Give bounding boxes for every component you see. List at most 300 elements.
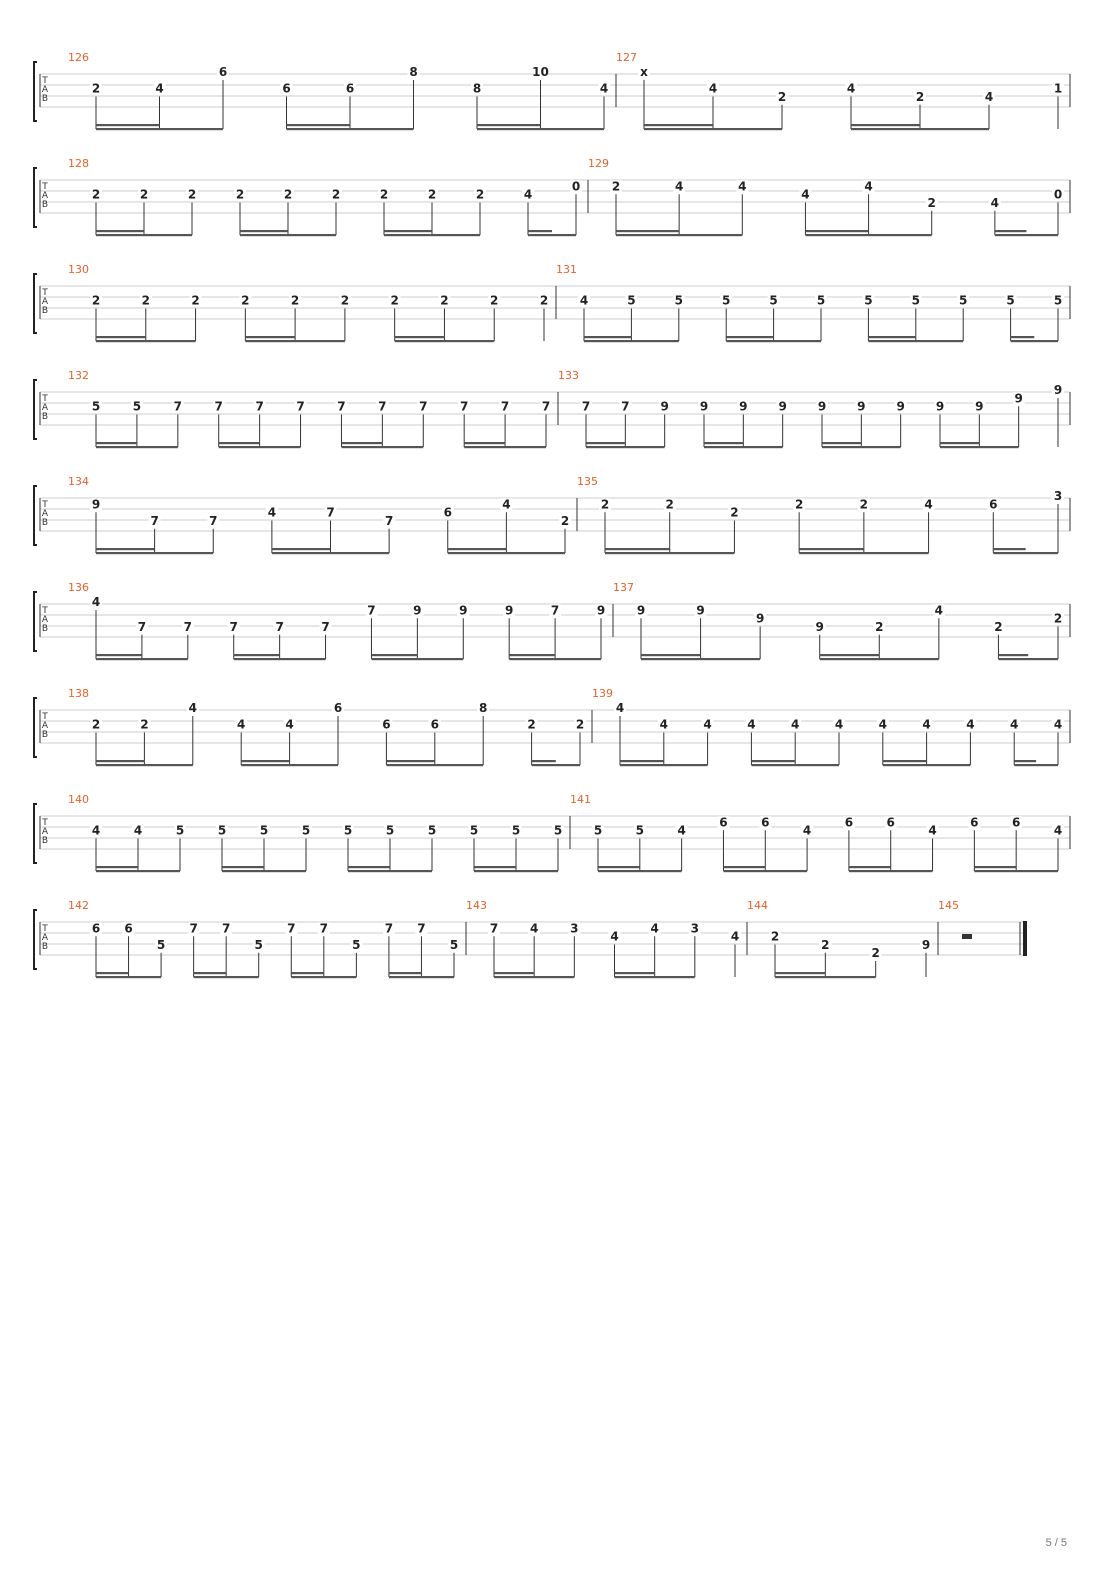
- note-beam-secondary: [940, 442, 979, 444]
- fret-number: 2: [91, 293, 101, 308]
- note-beam: [993, 552, 1058, 554]
- fret-number: 1: [1053, 81, 1063, 96]
- fret-number: 2: [927, 195, 936, 210]
- fret-number: 2: [235, 187, 245, 202]
- note-beam-secondary: [822, 442, 861, 444]
- fret-number: 4: [285, 717, 294, 732]
- note-beam: [371, 658, 463, 660]
- note-beam-secondary: [805, 230, 868, 232]
- tab-clef-letter: A: [41, 403, 49, 413]
- fret-number: 3: [1053, 489, 1063, 503]
- fret-number: 7: [209, 513, 218, 528]
- note-beam: [528, 234, 576, 236]
- fret-number: 4: [834, 717, 844, 732]
- final-barline-thick: [1023, 921, 1027, 956]
- fret-number: 2: [994, 619, 1003, 634]
- measure-number: 140: [68, 793, 89, 806]
- fret-number: 2: [875, 619, 884, 634]
- fret-number: 2: [611, 179, 621, 194]
- note-beam-secondary: [219, 442, 260, 444]
- note-beam: [234, 658, 326, 660]
- fret-number: 9: [817, 399, 827, 414]
- note-beam-secondary: [287, 124, 351, 126]
- note-beam: [532, 764, 580, 766]
- note-beam: [194, 976, 259, 978]
- note-beam: [868, 340, 963, 342]
- fret-number: 2: [139, 187, 149, 202]
- measure-number: 138: [68, 687, 89, 700]
- note-beam-secondary: [775, 972, 825, 974]
- fret-number: 4: [502, 497, 511, 512]
- fret-number: 5: [343, 823, 353, 838]
- fret-number: 6: [333, 701, 343, 715]
- measure-number: 142: [68, 899, 89, 912]
- note-beam: [241, 764, 338, 766]
- note-beam: [723, 870, 807, 872]
- note-beam-secondary: [194, 972, 227, 974]
- note-beam-secondary: [395, 336, 445, 338]
- note-beam: [96, 446, 178, 448]
- note-beam: [389, 976, 454, 978]
- fret-number: 9: [921, 937, 931, 952]
- system-bracket: [34, 380, 37, 439]
- tab-clef-letter: B: [41, 624, 49, 634]
- tab-clef-letter: B: [41, 730, 49, 740]
- note-beam: [494, 976, 574, 978]
- note-beam: [96, 552, 213, 554]
- note-beam: [96, 128, 223, 130]
- measure-number: 143: [466, 899, 487, 912]
- fret-number: 2: [340, 293, 350, 308]
- fret-number: 7: [150, 513, 159, 528]
- fret-number: 4: [791, 717, 800, 732]
- note-beam-secondary: [371, 654, 417, 656]
- note-beam: [586, 446, 665, 448]
- note-beam-secondary: [448, 548, 507, 550]
- fret-number: 5: [132, 399, 142, 414]
- note-beam-secondary: [348, 866, 390, 868]
- tab-clef-letter: A: [41, 827, 49, 837]
- note-beam: [615, 976, 695, 978]
- fret-number: 6: [989, 497, 998, 512]
- fret-number: 4: [155, 81, 164, 96]
- fret-number: 2: [283, 187, 293, 202]
- note-beam-secondary: [726, 336, 773, 338]
- measure-number: 136: [68, 581, 89, 594]
- fret-number: 4: [523, 187, 533, 202]
- note-beam: [644, 128, 782, 130]
- note-beam: [96, 234, 192, 236]
- note-beam-secondary: [272, 548, 331, 550]
- tab-clef-letter: A: [41, 191, 49, 201]
- fret-number: 2: [665, 497, 674, 512]
- fret-number: 5: [864, 293, 873, 308]
- note-beam: [726, 340, 821, 342]
- fret-number: 7: [378, 399, 387, 414]
- fret-number: 2: [440, 293, 449, 308]
- fret-number: 4: [703, 717, 712, 732]
- fret-number: 9: [699, 399, 709, 414]
- fret-number: 6: [761, 815, 770, 830]
- fret-number: 4: [677, 823, 686, 838]
- fret-number: 6: [382, 717, 391, 732]
- fret-number: 4: [659, 717, 668, 732]
- fret-number: 0: [571, 179, 581, 194]
- fret-number: 10: [532, 65, 549, 79]
- note-beam-secondary: [96, 442, 137, 444]
- fret-number: x: [640, 65, 648, 79]
- fret-number: 5: [175, 823, 185, 838]
- tab-clef-letter: A: [41, 721, 49, 731]
- fret-number: 6: [719, 815, 728, 830]
- tab-clef-letter: A: [41, 509, 49, 519]
- fret-number: 2: [475, 187, 485, 202]
- fret-number: 5: [301, 823, 311, 838]
- note-beam: [605, 552, 734, 554]
- fret-number: 4: [267, 505, 277, 520]
- tab-clef-letter: B: [41, 942, 49, 952]
- fret-number: 4: [738, 179, 747, 194]
- fret-number: 4: [708, 81, 718, 96]
- page-number: 5 / 5: [1045, 1537, 1067, 1549]
- fret-number: 2: [600, 497, 610, 512]
- fret-number: 2: [187, 187, 197, 202]
- fret-number: 2: [1053, 611, 1063, 626]
- system-bracket: [34, 698, 37, 757]
- fret-number: 2: [539, 293, 549, 308]
- tab-clef-letter: B: [41, 200, 49, 210]
- fret-number: 6: [124, 921, 133, 936]
- tab-clef-letter: B: [41, 412, 49, 422]
- fret-number: 4: [1053, 823, 1063, 838]
- note-beam: [395, 340, 495, 342]
- fret-number: 7: [255, 399, 264, 414]
- fret-number: 7: [183, 619, 192, 634]
- fret-number: 6: [844, 815, 854, 830]
- system-bracket: [34, 62, 37, 121]
- note-beam-secondary: [644, 124, 713, 126]
- fret-number: 4: [922, 717, 931, 732]
- note-beam: [464, 446, 546, 448]
- fret-number: 4: [615, 701, 625, 715]
- fret-number: 7: [621, 399, 630, 414]
- fret-number: 6: [886, 815, 895, 830]
- fret-number: 4: [1053, 717, 1063, 732]
- fret-number: 4: [91, 595, 101, 609]
- note-beam: [1011, 340, 1058, 342]
- note-beam: [245, 340, 345, 342]
- tab-clef-letter: T: [42, 606, 48, 616]
- measure-number: 137: [613, 581, 634, 594]
- fret-number: 2: [379, 187, 389, 202]
- note-beam-secondary: [234, 654, 280, 656]
- fret-number: 4: [878, 717, 887, 732]
- note-beam-secondary: [464, 442, 505, 444]
- fret-number: 2: [140, 717, 149, 732]
- system-bracket: [34, 168, 37, 227]
- fret-number: 2: [527, 717, 536, 732]
- note-beam-secondary: [605, 548, 670, 550]
- note-beam-secondary: [868, 336, 915, 338]
- fret-number: 2: [821, 937, 830, 952]
- fret-number: 5: [449, 937, 459, 952]
- note-beam-secondary: [222, 866, 264, 868]
- note-beam-secondary: [240, 230, 288, 232]
- system-bracket: [34, 804, 37, 863]
- fret-number: 9: [91, 497, 101, 512]
- tab-clef-letter: T: [42, 182, 48, 192]
- note-beam: [805, 234, 931, 236]
- note-beam-secondary: [704, 442, 743, 444]
- note-beam-secondary: [993, 548, 1025, 550]
- note-beam-secondary: [615, 972, 655, 974]
- note-beam: [820, 658, 939, 660]
- fret-number: 9: [660, 399, 669, 414]
- fret-number: 2: [390, 293, 399, 308]
- fret-number: 5: [427, 823, 437, 838]
- fret-number: 4: [984, 89, 994, 104]
- note-beam: [272, 552, 389, 554]
- note-beam-secondary: [241, 760, 289, 762]
- note-beam: [341, 446, 423, 448]
- fret-number: 9: [696, 603, 705, 618]
- fret-number: 4: [599, 81, 609, 96]
- fret-number: 4: [990, 195, 1000, 210]
- fret-number: 0: [1053, 187, 1063, 202]
- fret-number: 4: [529, 921, 539, 936]
- note-beam: [448, 552, 565, 554]
- note-beam-secondary: [96, 972, 129, 974]
- fret-number: 4: [747, 717, 756, 732]
- tab-clef-letter: T: [42, 924, 48, 934]
- note-beam: [822, 446, 901, 448]
- fret-number: 5: [1053, 293, 1063, 308]
- fret-number: 5: [911, 293, 920, 308]
- note-beam: [384, 234, 480, 236]
- measure-number: 126: [68, 51, 89, 64]
- note-beam-secondary: [96, 866, 138, 868]
- fret-number: 6: [970, 815, 979, 830]
- fret-number: 7: [319, 921, 328, 936]
- measure-number: 128: [68, 157, 89, 170]
- note-beam: [1014, 764, 1058, 766]
- fret-number: 5: [156, 937, 166, 952]
- fret-number: 2: [490, 293, 499, 308]
- note-beam: [751, 764, 839, 766]
- note-beam-secondary: [341, 442, 382, 444]
- fret-number: 6: [443, 505, 452, 520]
- note-beam: [240, 234, 336, 236]
- fret-number: 4: [730, 929, 740, 944]
- fret-number: 7: [337, 399, 346, 414]
- tab-clef-letter: T: [42, 500, 48, 510]
- tab-clef-letter: B: [41, 94, 49, 104]
- fret-number: 5: [469, 823, 479, 838]
- fret-number: 2: [859, 497, 869, 512]
- note-beam-secondary: [291, 972, 324, 974]
- note-beam-secondary: [96, 654, 142, 656]
- fret-number: 4: [864, 179, 873, 194]
- note-beam: [219, 446, 301, 448]
- note-beam-secondary: [96, 760, 144, 762]
- fret-number: 7: [321, 619, 330, 634]
- note-beam-secondary: [494, 972, 534, 974]
- fret-number: 4: [966, 717, 975, 732]
- note-beam: [704, 446, 783, 448]
- fret-number: 9: [935, 399, 945, 414]
- measure-number: 132: [68, 369, 89, 382]
- fret-number: 4: [237, 717, 246, 732]
- fret-number: 9: [413, 603, 422, 618]
- note-beam: [386, 764, 483, 766]
- note-beam-secondary: [96, 124, 160, 126]
- system-bracket: [34, 274, 37, 333]
- fret-number: 7: [550, 603, 560, 618]
- fret-number: 5: [91, 399, 101, 414]
- fret-number: 2: [794, 497, 804, 512]
- tab-clef-letter: A: [41, 933, 49, 943]
- note-beam: [509, 658, 601, 660]
- note-beam-secondary: [616, 230, 679, 232]
- note-beam: [616, 234, 742, 236]
- fret-number: 7: [489, 921, 499, 936]
- note-beam-secondary: [386, 760, 434, 762]
- system-bracket: [34, 486, 37, 545]
- fret-number: 4: [1010, 717, 1019, 732]
- fret-number: 2: [91, 81, 101, 96]
- fret-number: 7: [229, 619, 238, 634]
- fret-number: 6: [1012, 815, 1021, 830]
- note-beam: [287, 128, 414, 130]
- note-beam: [851, 128, 989, 130]
- fret-number: 4: [91, 823, 101, 838]
- fret-number: 9: [596, 603, 606, 618]
- fret-number: 9: [755, 611, 765, 626]
- fret-number: 6: [282, 81, 291, 96]
- note-beam-secondary: [851, 124, 920, 126]
- fret-number: 5: [254, 937, 263, 952]
- fret-number: 5: [553, 823, 563, 838]
- note-beam: [995, 234, 1058, 236]
- note-beam-secondary: [998, 654, 1028, 656]
- fret-number: 4: [846, 81, 856, 96]
- note-beam: [222, 870, 306, 872]
- note-beam-secondary: [477, 124, 541, 126]
- fret-number: 6: [430, 717, 439, 732]
- fret-number: 4: [188, 701, 197, 715]
- fret-number: 7: [189, 921, 198, 936]
- note-beam-secondary: [509, 654, 555, 656]
- fret-number: 7: [419, 399, 428, 414]
- fret-number: 4: [674, 179, 684, 194]
- fret-number: 2: [575, 717, 585, 732]
- system-bracket: [34, 592, 37, 651]
- tab-clef-letter: T: [42, 288, 48, 298]
- note-beam-secondary: [799, 548, 864, 550]
- note-beam: [940, 446, 1019, 448]
- fret-number: 7: [500, 399, 510, 414]
- fret-number: 2: [191, 293, 200, 308]
- fret-number: 7: [287, 921, 296, 936]
- note-beam: [998, 658, 1058, 660]
- fret-number: 9: [636, 603, 646, 618]
- fret-number: 4: [924, 497, 933, 512]
- fret-number: 9: [739, 399, 748, 414]
- measure-number: 127: [616, 51, 637, 64]
- note-beam: [775, 976, 876, 978]
- fret-number: 5: [259, 823, 269, 838]
- tab-clef-letter: T: [42, 712, 48, 722]
- note-beam-secondary: [96, 230, 144, 232]
- fret-number: 8: [409, 65, 418, 79]
- tab-clef-letter: B: [41, 306, 49, 316]
- measure-number: 133: [558, 369, 579, 382]
- note-beam-secondary: [586, 442, 625, 444]
- fret-number: 5: [511, 823, 521, 838]
- fret-number: 7: [275, 619, 284, 634]
- note-beam: [584, 340, 679, 342]
- fret-number: 4: [801, 187, 810, 202]
- measure-number: 129: [588, 157, 609, 170]
- note-beam: [641, 658, 760, 660]
- fret-number: 9: [975, 399, 984, 414]
- fret-number: 9: [505, 603, 514, 618]
- note-beam-secondary: [389, 972, 422, 974]
- note-beam-secondary: [751, 760, 795, 762]
- note-beam-secondary: [641, 654, 701, 656]
- note-beam: [96, 764, 193, 766]
- note-beam: [883, 764, 971, 766]
- note-beam-secondary: [883, 760, 927, 762]
- note-beam: [799, 552, 928, 554]
- note-beam: [474, 870, 558, 872]
- fret-number: 9: [1014, 391, 1023, 406]
- fret-number: 2: [91, 187, 101, 202]
- fret-number: 5: [816, 293, 826, 308]
- fret-number: 2: [427, 187, 437, 202]
- note-beam-secondary: [528, 230, 552, 232]
- fret-number: 6: [91, 921, 101, 936]
- fret-number: 2: [241, 293, 250, 308]
- note-beam-secondary: [995, 230, 1027, 232]
- fret-number: 7: [296, 399, 305, 414]
- note-beam: [598, 870, 682, 872]
- fret-number: 4: [934, 603, 944, 618]
- fret-number: 4: [650, 921, 659, 936]
- fret-number: 7: [460, 399, 469, 414]
- fret-number: 5: [959, 293, 968, 308]
- note-beam-secondary: [96, 548, 155, 550]
- fret-number: 5: [385, 823, 395, 838]
- fret-number: 7: [384, 921, 394, 936]
- note-beam: [291, 976, 356, 978]
- fret-number: 5: [635, 823, 644, 838]
- fret-number: 2: [331, 187, 341, 202]
- measure-number: 139: [592, 687, 613, 700]
- fret-number: 9: [857, 399, 866, 414]
- fret-number: 2: [871, 946, 880, 960]
- note-beam-secondary: [849, 866, 891, 868]
- fret-number: 7: [173, 399, 182, 414]
- note-beam: [348, 870, 432, 872]
- fret-number: 2: [91, 717, 101, 732]
- note-beam: [96, 870, 180, 872]
- fret-number: 7: [137, 619, 147, 634]
- fret-number: 9: [459, 603, 468, 618]
- note-beam: [477, 128, 604, 130]
- fret-number: 5: [769, 293, 778, 308]
- fret-number: 2: [141, 293, 150, 308]
